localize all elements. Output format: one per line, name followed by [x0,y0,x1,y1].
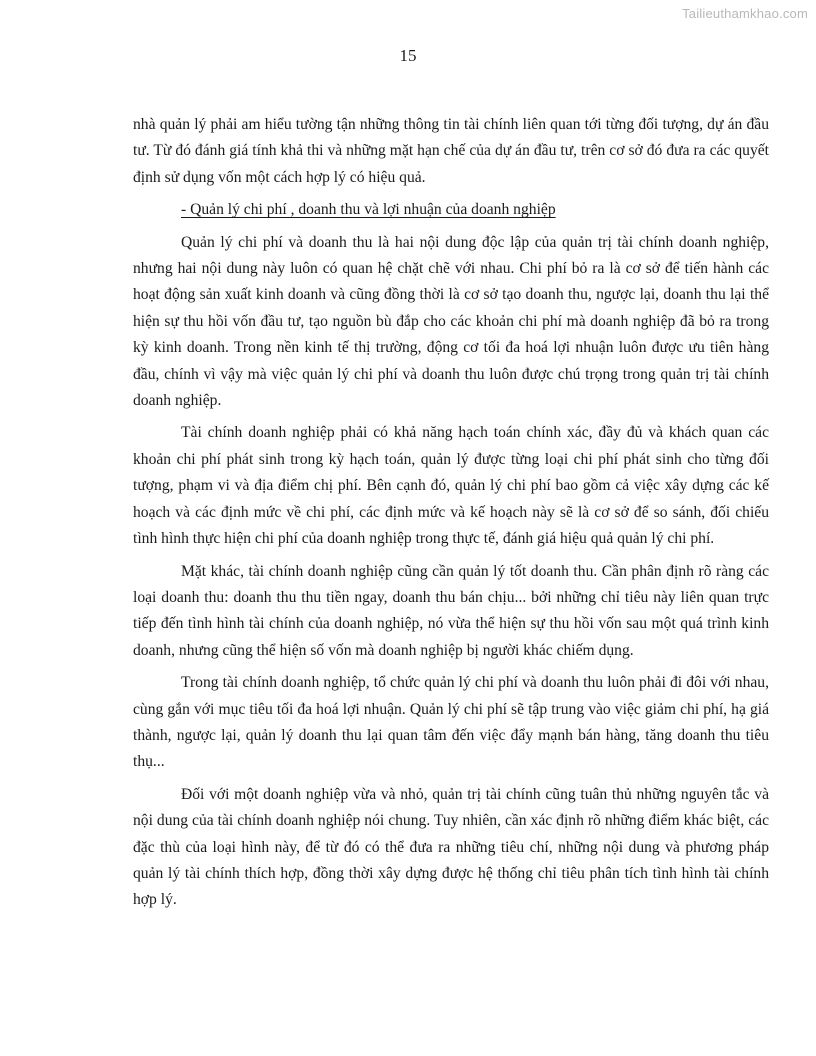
watermark: Tailieuthamkhao.com [682,6,808,21]
document-body [133,112,769,920]
section-heading: - Quản lý chi phí , doanh thu và lợi nhuận của doanh nghiệp [181,201,556,219]
paragraph: Đối với một doanh nghiệp vừa và nhỏ, quản trị tài chính cũng tuân thủ những nguyên tắc và nội dung của tài chính doanh nghiệp nói chung. Tuy nhiên, cần xác định rõ những điểm khác biệt, các đặc thù của loại hình này, để từ đó có thể đưa ra những tiêu chí, những nội dung và phương pháp quản lý tài chính thích hợp, đồng thời xây dựng được hệ thống chỉ tiêu phân tích tình hình tài chính hợp lý. [133,785,769,909]
paragraph: Tài chính doanh nghiệp phải có khả năng hạch toán chính xác, đầy đủ và khách quan các khoản chi phí phát sinh trong kỳ hạch toán, quản lý được từng loại chi phí phát sinh cho từng đối tượng, phạm vi và địa điểm chị phí. Bên cạnh đó, quản lý chi phí bao gồm cả việc xây dựng các kế hoạch và các định mức về chi phí, các định mức và kế hoạch này sẽ là cơ sở để so sánh, đối chiếu tình hình thực hiện chi phí của doanh nghiệp trong thực tế, đánh giá hiệu quả quản lý chi phí. [133,424,769,548]
page-number: 15 [399,46,417,65]
paragraph: Trong tài chính doanh nghiệp, tổ chức quản lý chi phí và doanh thu luôn phải đi đôi với nhau, cùng gắn với mục tiêu tối đa hoá lợi nhuận. Quản lý chi phí sẽ tập trung vào việc giảm chi phí, hạ giá thành, ngược lại, quản lý doanh thu lại quan tâm đến việc đẩy mạnh bán hàng, tăng doanh thu tiêu thụ... [133,674,769,771]
paragraph: Quản lý chi phí và doanh thu là hai nội dung độc lập của quản trị tài chính doanh nghiệp, nhưng hai nội dung này luôn có quan hệ chặt chẽ với nhau. Chi phí bỏ ra là cơ sở để tiến hành các hoạt động sản xuất kinh doanh và cũng đồng thời là cơ sở tạo doanh thu, ngược lại, doanh thu lại thể hiện sự thu hồi vốn đầu tư, tạo nguồn bù đắp cho các khoản chi phí mà doanh nghiệp đã bỏ ra trong kỳ kinh doanh. Trong nền kinh tế thị trường, động cơ tối đa hoá lợi nhuận luôn được ưu tiên hàng đầu, chính vì vậy mà việc quản lý chi phí và doanh thu luôn được chú trọng trong quản trị tài chính doanh nghiệp. [133,233,769,410]
paragraph: Mặt khác, tài chính doanh nghiệp cũng cần quản lý tốt doanh thu. Cần phân định rõ ràng các loại doanh thu: doanh thu thu tiền ngay, doanh thu bán chịu... bởi những chỉ tiêu này liên quan trực tiếp đến tình hình tài chính của doanh nghiệp, nó vừa thể hiện sự thu hồi vốn sau một quá trình kinh doanh, nhưng cũng thể hiện số vốn mà doanh nghiệp bị người khác chiếm dụng. [133,562,769,659]
paragraph-continuation: nhà quản lý phải am hiểu tường tận những thông tin tài chính liên quan tới từng đối tượng, dự án đầu tư. Từ đó đánh giá tính khả thi và những mặt hạn chế của dự án đầu tư, trên cơ sở đó đưa ra các quyết định sử dụng vốn một cách hợp lý có hiệu quả. [133,116,769,186]
